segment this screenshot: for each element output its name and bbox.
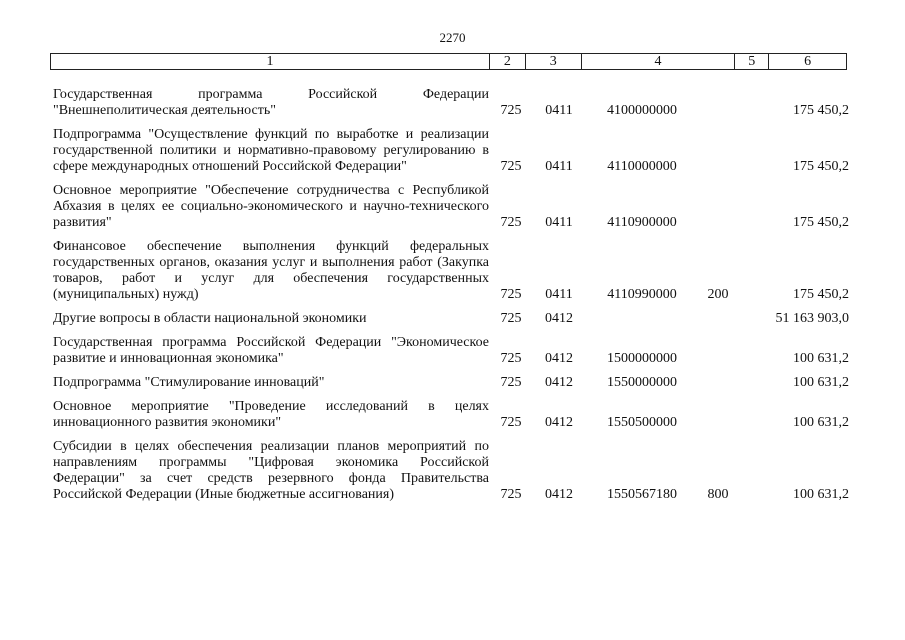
table-row (53, 183, 849, 231)
row-sum: 175 450,2 (793, 215, 849, 230)
row-name: Государственная программа Российской Федерации "Экономическое развитие и инновационная экономика" (53, 335, 489, 366)
table-row (53, 239, 849, 303)
page-number: 2270 (439, 30, 466, 45)
row-csr: 4110990000 (607, 287, 677, 302)
row-sum: 51 163 903,0 (775, 311, 849, 326)
row-rzpr: 0411 (545, 159, 573, 174)
row-sum: 100 631,2 (793, 415, 849, 430)
row-sum: 100 631,2 (793, 375, 849, 390)
row-name: Финансовое обеспечение выполнения функций федеральных государственных органов, оказания услуг и выполнения работ (Закупка товаров, работ и услуг для обеспечения государственных (муниципальных) нужд) (53, 239, 489, 302)
row-rzpr: 0412 (545, 487, 573, 502)
column-header-6: 6 (804, 54, 812, 69)
row-csr: 1550500000 (607, 415, 677, 430)
column-header-5: 5 (735, 54, 769, 69)
column-header-4: 4 (582, 54, 736, 69)
row-rzpr: 0412 (545, 375, 573, 390)
column-header-3: 3 (526, 54, 582, 69)
row-ved: 725 (500, 311, 522, 326)
column-header-1: 1 (51, 54, 490, 69)
table-row (53, 335, 849, 367)
row-ved: 725 (500, 215, 522, 230)
row-rzpr: 0412 (545, 351, 573, 366)
row-csr: 1550000000 (607, 375, 677, 390)
row-name: Государственная программа Российской Федерации "Внешнеполитическая деятельность" (53, 87, 489, 118)
row-name: Субсидии в целях обеспечения реализации планов мероприятий по направлениям программы "Цифровая экономика Российской Федерации" за счет средств резервного фонда Правительства Российской Федерации (Иные бюджетные ассигнования) (53, 439, 489, 502)
table-row (53, 127, 849, 175)
row-csr: 4110000000 (607, 159, 677, 174)
row-rzpr: 0411 (545, 215, 573, 230)
row-vr: 200 (707, 287, 729, 302)
table-row (53, 311, 849, 327)
row-rzpr: 0411 (545, 103, 573, 118)
row-rzpr: 0412 (545, 311, 573, 326)
row-ved: 725 (500, 351, 522, 366)
row-sum: 175 450,2 (793, 287, 849, 302)
row-ved: 725 (500, 375, 522, 390)
row-sum: 100 631,2 (793, 351, 849, 366)
row-ved: 725 (500, 487, 522, 502)
row-ved: 725 (500, 415, 522, 430)
row-name: Подпрограмма "Стимулирование инноваций" (53, 375, 325, 390)
row-ved: 725 (500, 287, 522, 302)
row-name: Основное мероприятие "Обеспечение сотрудничества с Республикой Абхазия в целях ее социально-экономического и научно-технического развития" (53, 183, 489, 230)
column-header-2: 2 (490, 54, 526, 69)
row-sum: 175 450,2 (793, 103, 849, 118)
table-row (53, 87, 849, 119)
row-csr: 1500000000 (607, 351, 677, 366)
table-body (53, 87, 849, 511)
row-sum: 100 631,2 (793, 487, 849, 502)
row-csr: 1550567180 (607, 487, 677, 502)
row-vr: 800 (707, 487, 729, 502)
row-rzpr: 0412 (545, 415, 573, 430)
row-csr: 4100000000 (607, 103, 677, 118)
row-name: Основное мероприятие "Проведение исследований в целях инновационного развития экономики" (53, 399, 489, 430)
row-ved: 725 (500, 103, 522, 118)
table-row (53, 399, 849, 431)
table-header (50, 53, 847, 70)
row-sum: 175 450,2 (793, 159, 849, 174)
row-rzpr: 0411 (545, 287, 573, 302)
row-name: Другие вопросы в области национальной экономики (53, 311, 367, 326)
table-row (53, 375, 849, 391)
table-row (53, 439, 849, 503)
row-name: Подпрограмма "Осуществление функций по выработке и реализации государственной политики и нормативно-правовому регулированию в сфере международных отношений Российской Федерации" (53, 127, 489, 174)
row-ved: 725 (500, 159, 522, 174)
row-csr: 4110900000 (607, 215, 677, 230)
